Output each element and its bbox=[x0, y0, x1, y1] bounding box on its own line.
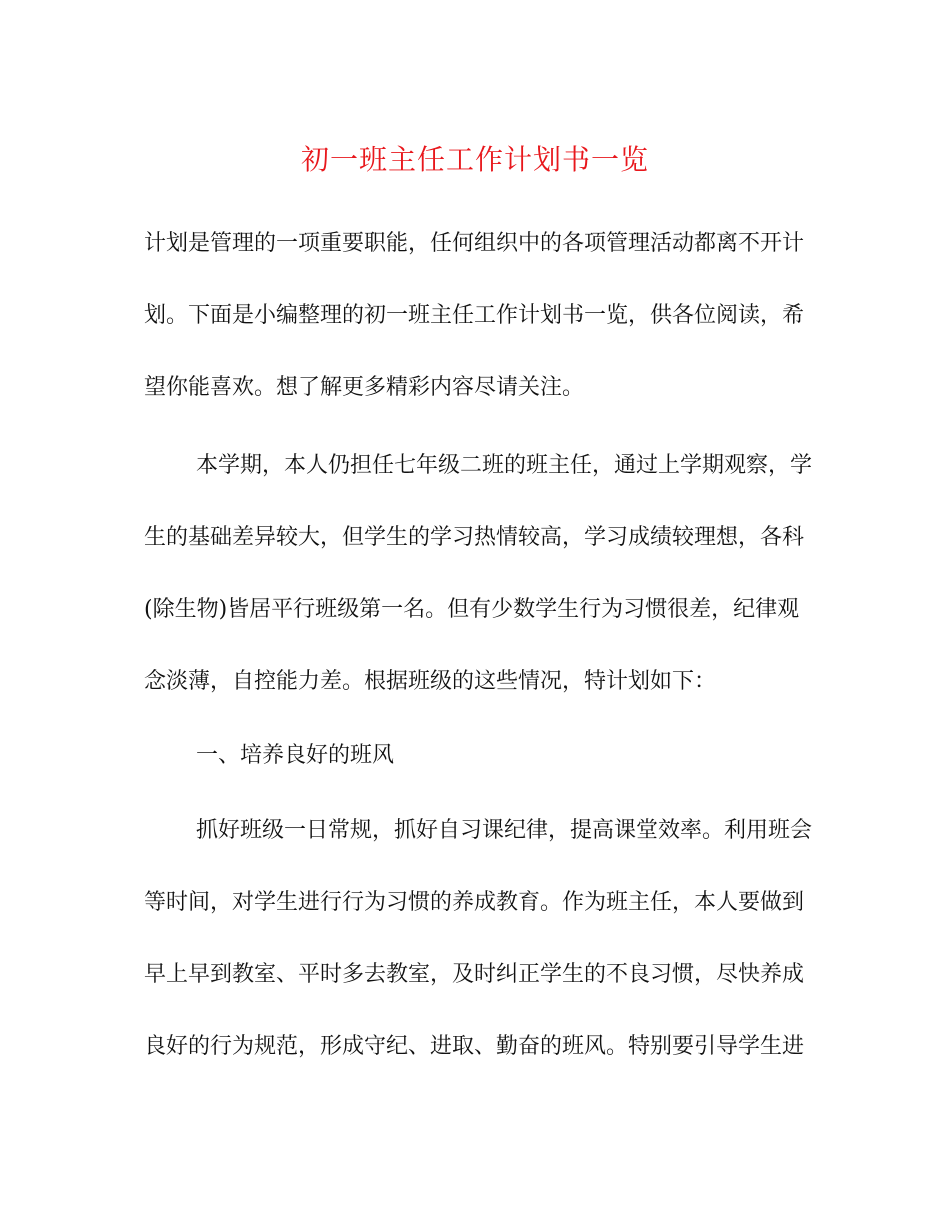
section-line-2: 等时间，对学生进行行为习惯的养成教育。作为班主任，本人要做到 bbox=[144, 890, 805, 915]
situation-line-1: 本学期，本人仍担任七年级二班的班主任，通过上学期观察，学 bbox=[196, 453, 813, 478]
situation-line-4: 念淡薄，自控能力差。根据班级的这些情况，特计划如下： bbox=[144, 669, 717, 694]
situation-line-2: 生的基础差异较大，但学生的学习热情较高，学习成绩较理想，各科 bbox=[144, 525, 805, 550]
document-title: 初一班主任工作计划书一览 bbox=[300, 143, 649, 176]
situation-line-3: (除生物)皆居平行班级第一名。但有少数学生行为习惯很差，纪律观 bbox=[144, 597, 800, 622]
section-line-1: 抓好班级一日常规，抓好自习课纪律，提高课堂效率。利用班会 bbox=[196, 818, 813, 843]
intro-line-2: 划。下面是小编整理的初一班主任工作计划书一览，供各位阅读，希 bbox=[144, 303, 805, 328]
section-line-3: 早上早到教室、平时多去教室，及时纠正学生的不良习惯，尽快养成 bbox=[144, 962, 805, 987]
section-heading: 一、培养良好的班风 bbox=[196, 743, 395, 768]
section-line-4: 良好的行为规范，形成守纪、进取、勤奋的班风。特别要引导学生进 bbox=[144, 1034, 805, 1059]
intro-line-3: 望你能喜欢。想了解更多精彩内容尽请关注。 bbox=[144, 375, 585, 400]
intro-line-1: 计划是管理的一项重要职能，任何组织中的各项管理活动都离不开计 bbox=[144, 231, 805, 256]
